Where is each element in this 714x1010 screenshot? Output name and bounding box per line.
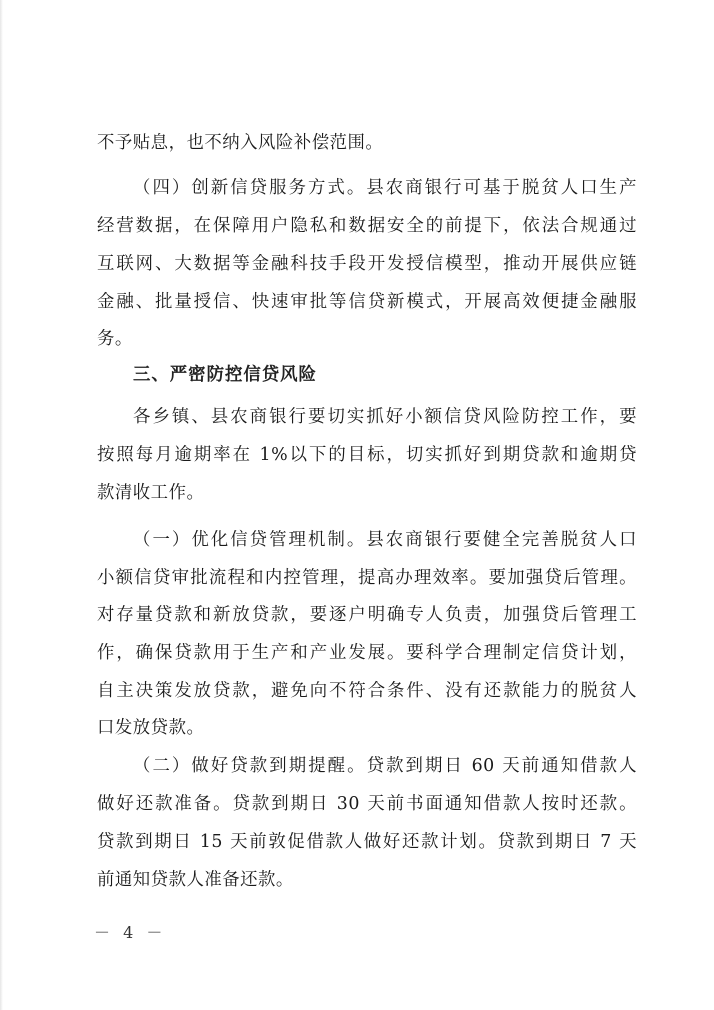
paragraph-4-line: 互联网、大数据等金融科技手段开发授信模型，推动开展供应链 <box>97 254 637 274</box>
paragraph-1-line: 口发放贷款。 <box>97 718 205 738</box>
page-number: － 4 － <box>94 923 167 942</box>
paragraph-2-line: 做好还款准备。贷款到期日 30 天前书面通知借款人按时还款。 <box>97 794 637 814</box>
paragraph-2-line: 前通知贷款人准备还款。 <box>97 870 294 890</box>
section-3-line: 按照每月逾期率在 1%以下的目标，切实抓好到期贷款和逾期贷 <box>97 445 637 465</box>
paragraph-4-line: 经营数据，在保障用户隐私和数据安全的前提下，依法合规通过 <box>97 216 637 236</box>
paragraph-2-line: 贷款到期日 15 天前敦促借款人做好还款计划。贷款到期日 7 天 <box>97 832 637 852</box>
paragraph-1-line: 作，确保贷款用于生产和产业发展。要科学合理制定信贷计划， <box>97 643 637 663</box>
paragraph-1-line: （一）优化信贷管理机制。县农商银行要健全完善脱贫人口 <box>133 530 637 550</box>
paragraph-4-line: （四）创新信贷服务方式。县农商银行可基于脱贫人口生产 <box>133 178 637 198</box>
paragraph-2-line: （二）做好贷款到期提醒。贷款到期日 60 天前通知借款人 <box>133 756 637 776</box>
paragraph-1-line: 对存量贷款和新放贷款，要逐户明确专人负责，加强贷后管理工 <box>97 605 637 625</box>
paragraph-4-line: 金融、批量授信、快速审批等信贷新模式，开展高效便捷金融服 <box>97 292 637 312</box>
paragraph-1-line: 自主决策发放贷款，避免向不符合条件、没有还款能力的脱贫人 <box>97 681 637 701</box>
section-heading: 三、严密防控信贷风险 <box>133 365 317 385</box>
section-3-line: 各乡镇、县农商银行要切实抓好小额信贷风险防控工作，要 <box>133 407 637 427</box>
scan-edge-shadow <box>0 0 3 1010</box>
body-line: 不予贴息，也不纳入风险补偿范围。 <box>97 133 384 153</box>
paragraph-1-line: 小额信贷审批流程和内控管理，提高办理效率。要加强贷后管理。 <box>97 568 637 588</box>
section-3-line: 款清收工作。 <box>97 483 205 503</box>
paragraph-4-line: 务。 <box>97 329 133 349</box>
